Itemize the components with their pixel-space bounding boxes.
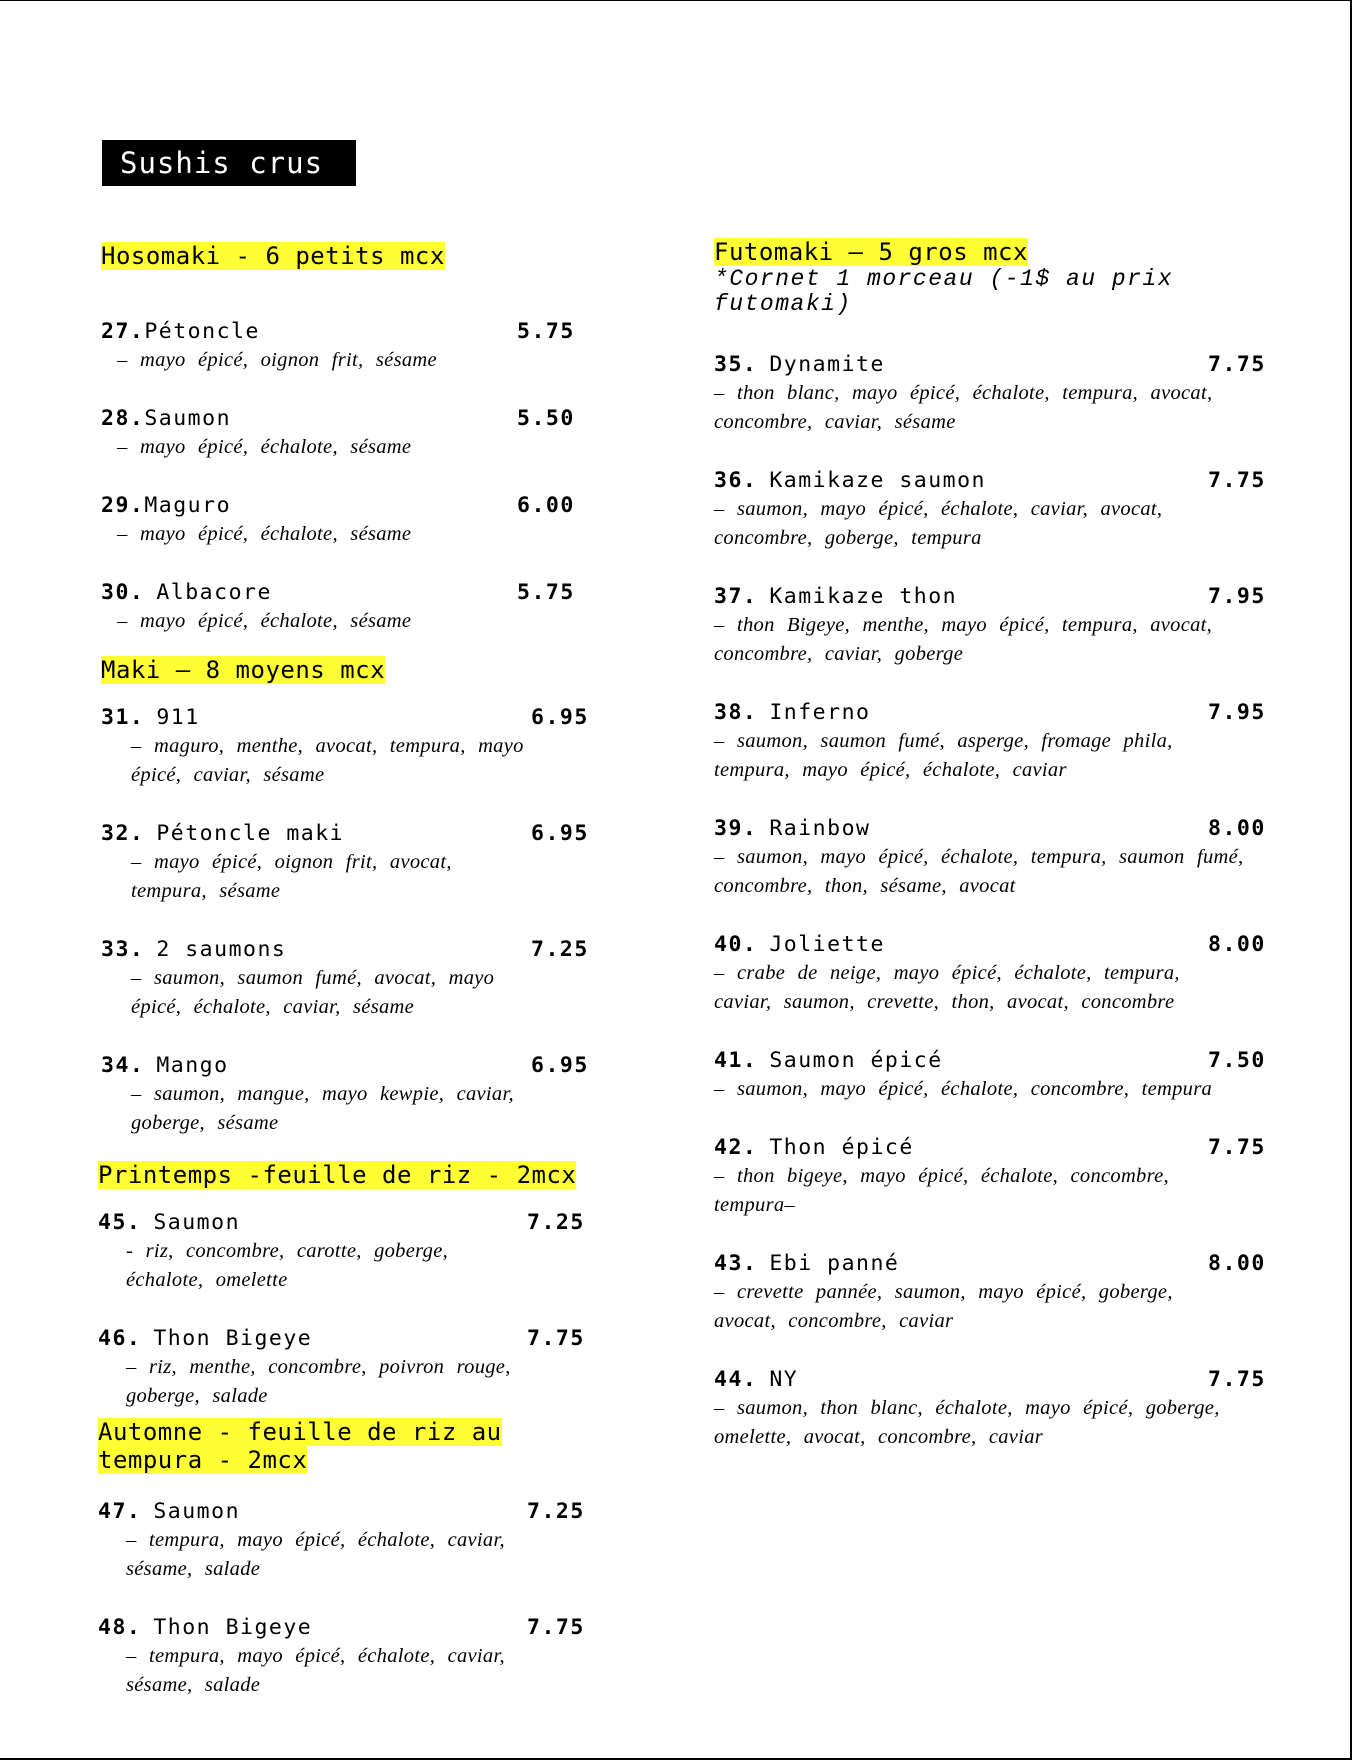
section-title-line-1: Automne - feuille de riz au	[98, 1418, 502, 1446]
menu-item	[714, 467, 1274, 553]
description-text: riz, concombre, carotte, goberge, échalote, omelette	[126, 1240, 449, 1291]
item-header	[101, 405, 661, 433]
description-dash: –	[714, 382, 737, 404]
description-dash: –	[131, 735, 154, 757]
item-description	[101, 346, 537, 375]
item-description	[101, 433, 537, 462]
menu-item	[714, 1250, 1274, 1336]
item-number: 27.	[101, 319, 145, 344]
item-list	[714, 351, 1274, 1452]
description-text: mayo épicé, échalote, sésame	[139, 436, 412, 458]
item-name: Saumon épicé	[769, 1048, 943, 1073]
description-dash: –	[117, 610, 140, 632]
item-number: 40.	[714, 932, 758, 957]
item-name: 911	[156, 705, 200, 730]
item-description	[714, 379, 1244, 437]
item-list	[101, 704, 661, 1138]
section-title: Printemps -feuille de riz - 2mcx	[98, 1161, 577, 1189]
description-text: mayo épicé, échalote, sésame	[139, 610, 412, 632]
menu-item	[714, 583, 1274, 669]
description-dash: -	[126, 1240, 146, 1262]
item-name: Kamikaze saumon	[769, 468, 987, 493]
item-price: 8.00	[1208, 816, 1266, 841]
description-text: saumon, saumon fumé, avocat, mayo épicé, échalote, caviar, sésame	[131, 967, 495, 1018]
item-name: Rainbow	[769, 816, 871, 841]
section-title: Maki – 8 moyens mcx	[101, 656, 386, 684]
description-dash: –	[714, 730, 737, 752]
item-name: Ebi panné	[769, 1251, 900, 1276]
menu-item	[101, 579, 661, 636]
item-description	[101, 964, 531, 1022]
item-price: 7.95	[1208, 584, 1266, 609]
item-price: 7.25	[527, 1210, 585, 1235]
description-text: saumon, thon blanc, échalote, mayo épicé, goberge, omelette, avocat, concombre, caviar	[714, 1397, 1220, 1448]
item-price: 7.50	[1208, 1048, 1266, 1073]
item-name: Inferno	[769, 700, 871, 725]
item-number: 28.	[101, 406, 145, 431]
item-description	[101, 732, 531, 790]
description-dash: –	[131, 967, 154, 989]
item-header	[101, 318, 661, 346]
description-dash: –	[131, 1083, 154, 1105]
description-dash: –	[117, 349, 140, 371]
section-title: Futomaki – 5 gros mcx	[714, 238, 1028, 266]
item-name: Kamikaze thon	[769, 584, 958, 609]
item-price: 7.75	[1208, 1367, 1266, 1392]
item-name: Maguro	[144, 493, 232, 518]
description-text: riz, menthe, concombre, poivron rouge, goberge, salade	[126, 1356, 511, 1407]
item-description	[101, 848, 531, 906]
item-price: 7.95	[1208, 700, 1266, 725]
item-description	[714, 611, 1244, 669]
item-name: Mango	[156, 1053, 229, 1078]
menu-item	[101, 405, 661, 462]
item-number: 38.	[714, 700, 758, 725]
section-printemps	[98, 1161, 658, 1441]
item-description	[714, 1075, 1244, 1104]
item-header	[714, 351, 1274, 379]
description-dash: –	[117, 436, 140, 458]
item-price: 6.95	[531, 705, 589, 730]
description-text: saumon, mayo épicé, échalote, concombre, tempura	[736, 1078, 1213, 1100]
description-text: saumon, saumon fumé, asperge, fromage phila, tempura, mayo épicé, échalote, caviar	[714, 730, 1173, 781]
section-automne	[98, 1418, 658, 1730]
section-maki	[101, 656, 661, 1168]
description-text: saumon, mayo épicé, échalote, caviar, avocat, concombre, goberge, tempura	[714, 498, 1163, 549]
item-number: 43.	[714, 1251, 758, 1276]
item-name: Thon épicé	[769, 1135, 914, 1160]
item-description	[714, 727, 1244, 785]
item-description	[98, 1526, 526, 1584]
menu-item	[98, 1614, 658, 1700]
description-text: tempura, mayo épicé, échalote, caviar, sésame, salade	[126, 1645, 505, 1696]
item-name: Joliette	[769, 932, 885, 957]
item-header	[714, 815, 1274, 843]
item-price: 7.75	[1208, 1135, 1266, 1160]
item-header	[98, 1209, 658, 1237]
menu-item	[101, 936, 661, 1022]
item-price: 7.75	[1208, 468, 1266, 493]
item-header	[98, 1498, 658, 1526]
item-description	[714, 959, 1244, 1017]
item-description	[101, 1080, 531, 1138]
item-header	[714, 931, 1274, 959]
description-text: thon bigeye, mayo épicé, échalote, concombre, tempura–	[714, 1165, 1169, 1216]
item-header	[714, 1366, 1274, 1394]
item-name: Saumon	[153, 1210, 241, 1235]
description-text: thon blanc, mayo épicé, échalote, tempura, avocat, concombre, caviar, sésame	[714, 382, 1213, 433]
section-hosomaki	[101, 242, 661, 666]
item-number: 41.	[714, 1048, 758, 1073]
description-dash: –	[126, 1356, 149, 1378]
item-description	[98, 1353, 526, 1411]
item-header	[101, 1052, 661, 1080]
menu-item	[98, 1498, 658, 1584]
item-number: 37.	[714, 584, 758, 609]
menu-item	[714, 1047, 1274, 1104]
item-number: 42.	[714, 1135, 758, 1160]
menu-item	[101, 318, 661, 375]
description-dash: –	[714, 846, 737, 868]
menu-item	[714, 351, 1274, 437]
item-price: 5.75	[517, 580, 575, 605]
description-text: saumon, mayo épicé, échalote, tempura, saumon fumé, concombre, thon, sésame, avocat	[714, 846, 1244, 897]
description-dash: –	[714, 614, 737, 636]
item-name: Pétoncle maki	[156, 821, 345, 846]
item-description	[714, 1394, 1244, 1452]
item-name: Thon Bigeye	[153, 1326, 313, 1351]
item-description	[101, 607, 537, 636]
menu-item	[101, 1052, 661, 1138]
item-description	[101, 520, 537, 549]
item-name: Dynamite	[769, 352, 885, 377]
menu-item	[98, 1209, 658, 1295]
item-header	[714, 583, 1274, 611]
item-price: 6.00	[517, 493, 575, 518]
description-text: mayo épicé, oignon frit, sésame	[139, 349, 437, 371]
section-title: Hosomaki - 6 petits mcx	[101, 242, 445, 270]
description-dash: –	[714, 1397, 737, 1419]
item-number: 31.	[101, 705, 145, 730]
item-number: 33.	[101, 937, 145, 962]
item-name: Pétoncle	[144, 319, 260, 344]
item-name: Saumon	[153, 1499, 241, 1524]
item-price: 8.00	[1208, 932, 1266, 957]
item-number: 30.	[101, 580, 145, 605]
menu-item	[714, 1134, 1274, 1220]
item-number: 36.	[714, 468, 758, 493]
item-number: 47.	[98, 1499, 142, 1524]
item-price: 7.75	[1208, 352, 1266, 377]
item-description	[714, 1162, 1244, 1220]
item-price: 6.95	[531, 1053, 589, 1078]
item-description	[714, 843, 1244, 901]
item-name: Saumon	[144, 406, 232, 431]
item-price: 7.75	[527, 1326, 585, 1351]
description-dash: –	[714, 1165, 737, 1187]
item-price: 5.75	[517, 319, 575, 344]
item-description	[714, 1278, 1244, 1336]
description-dash: –	[714, 498, 737, 520]
item-header	[101, 704, 661, 732]
section-note: *Cornet 1 morceau (-1$ au prix futomaki)	[714, 266, 1174, 317]
page-border-top	[0, 0, 1352, 1]
item-number: 48.	[98, 1615, 142, 1640]
item-price: 5.50	[517, 406, 575, 431]
description-text: mayo épicé, échalote, sésame	[139, 523, 412, 545]
item-name: Albacore	[156, 580, 272, 605]
item-description	[98, 1237, 526, 1295]
item-header	[101, 820, 661, 848]
section-title-line-2: tempura - 2mcx	[98, 1446, 308, 1474]
description-text: maguro, menthe, avocat, tempura, mayo épicé, caviar, sésame	[131, 735, 524, 786]
item-list	[98, 1209, 658, 1411]
item-list	[98, 1498, 658, 1700]
item-price: 8.00	[1208, 1251, 1266, 1276]
menu-item	[714, 815, 1274, 901]
item-header	[101, 492, 661, 520]
description-dash: –	[714, 1281, 737, 1303]
menu-item	[714, 699, 1274, 785]
section-futomaki	[714, 238, 1274, 1482]
item-number: 35.	[714, 352, 758, 377]
item-price: 7.25	[531, 937, 589, 962]
item-number: 44.	[714, 1367, 758, 1392]
description-dash: –	[131, 851, 154, 873]
description-dash: –	[714, 962, 737, 984]
description-text: saumon, mangue, mayo kewpie, caviar, goberge, sésame	[131, 1083, 514, 1134]
item-header	[714, 467, 1274, 495]
item-name: 2 saumons	[156, 937, 287, 962]
item-header	[98, 1614, 658, 1642]
item-price: 7.75	[527, 1615, 585, 1640]
description-dash: –	[126, 1645, 149, 1667]
item-list	[101, 318, 661, 636]
item-description	[714, 495, 1244, 553]
menu-item	[101, 492, 661, 549]
item-number: 39.	[714, 816, 758, 841]
item-name: NY	[769, 1367, 799, 1392]
item-header	[714, 699, 1274, 727]
menu-item	[714, 1366, 1274, 1452]
item-description	[98, 1642, 526, 1700]
item-number: 32.	[101, 821, 145, 846]
item-header	[101, 936, 661, 964]
item-number: 46.	[98, 1326, 142, 1351]
item-header	[101, 579, 661, 607]
description-text: crabe de neige, mayo épicé, échalote, tempura, caviar, saumon, crevette, thon, avocat, concombre	[714, 962, 1180, 1013]
item-number: 29.	[101, 493, 145, 518]
item-price: 6.95	[531, 821, 589, 846]
item-header	[98, 1325, 658, 1353]
description-text: tempura, mayo épicé, échalote, caviar, sésame, salade	[126, 1529, 505, 1580]
item-price: 7.25	[527, 1499, 585, 1524]
menu-item	[101, 820, 661, 906]
description-text: thon Bigeye, menthe, mayo épicé, tempura, avocat, concombre, caviar, goberge	[714, 614, 1213, 665]
item-number: 45.	[98, 1210, 142, 1235]
item-header	[714, 1250, 1274, 1278]
menu-item	[714, 931, 1274, 1017]
item-name: Thon Bigeye	[153, 1615, 313, 1640]
description-dash: –	[714, 1078, 737, 1100]
description-dash: –	[117, 523, 140, 545]
description-dash: –	[126, 1529, 149, 1551]
page-title: Sushis crus	[102, 140, 356, 186]
item-header	[714, 1134, 1274, 1162]
description-text: crevette pannée, saumon, mayo épicé, goberge, avocat, concombre, caviar	[714, 1281, 1173, 1332]
description-text: mayo épicé, oignon frit, avocat, tempura, sésame	[131, 851, 452, 902]
menu-item	[98, 1325, 658, 1411]
item-number: 34.	[101, 1053, 145, 1078]
menu-item	[101, 704, 661, 790]
item-header	[714, 1047, 1274, 1075]
